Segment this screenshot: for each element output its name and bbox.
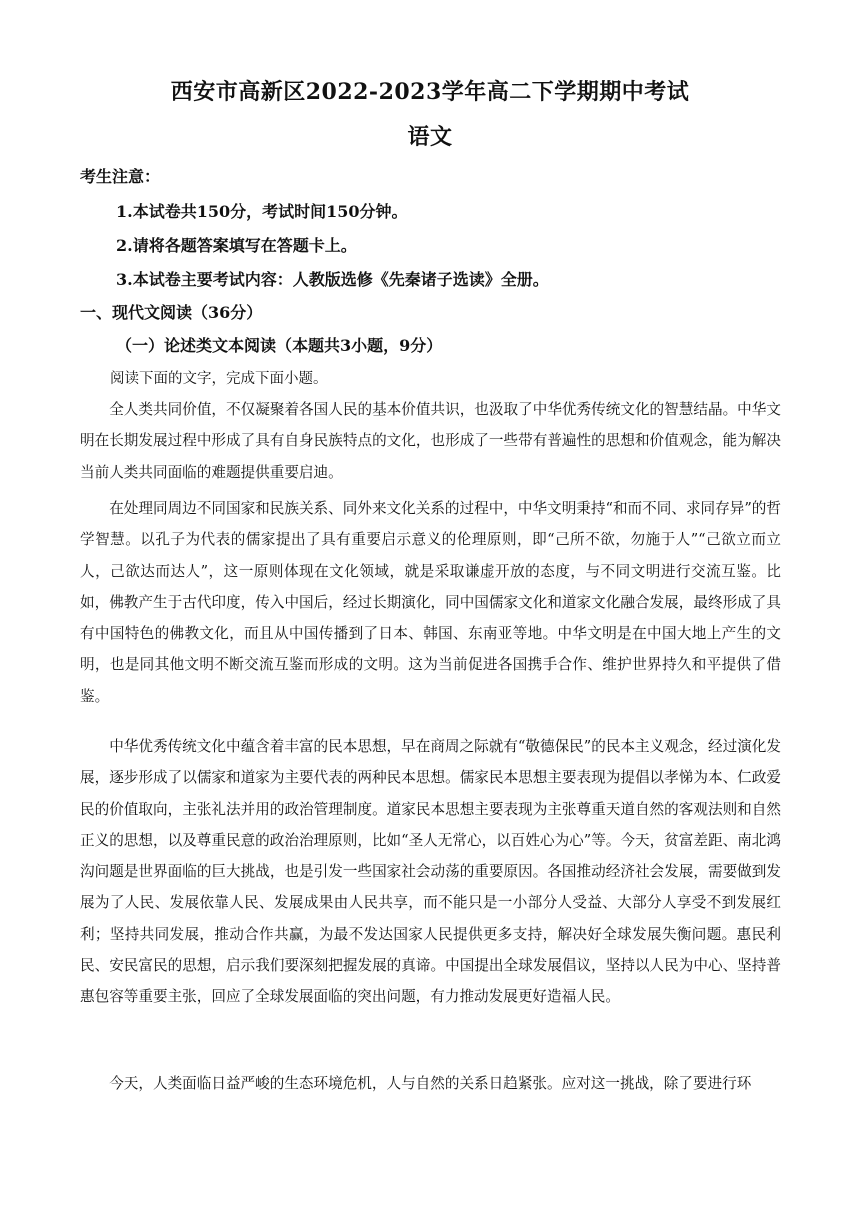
subsection-heading: （一）论述类文本阅读（本题共3小题，9分） [116, 336, 443, 355]
notice-heading: 考生注意： [80, 167, 161, 186]
reading-instruction: 阅读下面的文字，完成下面小题。 [110, 371, 328, 387]
notice-item: 3.本试卷主要考试内容：人教版选修《先秦诸子选读》全册。 [116, 270, 549, 289]
subject-title: 语文 [407, 124, 453, 150]
notice-item: 1.本试卷共150分，考试时间150分钟。 [116, 202, 408, 221]
passage-paragraph: 今天，人类面临日益严峻的生态环境危机，人与自然的关系日趋紧张。应对这一挑战，除了要进行环 [109, 1075, 752, 1092]
exam-title: 西安市高新区2022-2023学年高二下学期期中考试 [170, 79, 690, 105]
passage-paragraph: 全人类共同价值，不仅凝聚着各国人民的基本价值共识，也汲取了中华优秀传统文化的智慧结晶。中华文明在长期发展过程中形成了具有自身民族特点的文化，也形成了一些带有普遍性的思想和价值观念，能为解决当前人类共同面临的难题提供重要启迪。 [80, 401, 781, 481]
section-heading: 一、现代文阅读（36分） [80, 303, 263, 322]
notice-item: 2.请将各题答案填写在答题卡上。 [116, 236, 357, 255]
passage-paragraph: 在处理同周边不同国家和民族关系、同外来文化关系的过程中，中华文明秉持“和而不同、求同存异”的哲学智慧。以孔子为代表的儒家提出了具有重要启示意义的伦理原则，即“己所不欲，勿施于人”“己欲立而立人，己欲达而达人”，这一原则体现在文化领域，就是采取谦虚开放的态度，与不同文明进行交流互鉴。比如，佛教产生于古代印度，传入中国后，经过长期演化，同中国儒家文化和道家文化融合发展，最终形成了具有中国特色的佛教文化，而且从中国传播到了日本、韩国、东南亚等地。中华文明是在中国大地上产生的文明，也是同其他文明不断交流互鉴而形成的文明。这为当前促进各国携手合作、维护世界持久和平提供了借鉴。 [80, 500, 781, 705]
passage-paragraph: 中华优秀传统文化中蕴含着丰富的民本思想，早在商周之际就有“敬德保民”的民本主义观念，经过演化发展，逐步形成了以儒家和道家为主要代表的两种民本思想。儒家民本思想主要表现为提倡以孝悌为本、仁政爱民的价值取向，主张礼法并用的政治管理制度。道家民本思想主要表现为主张尊重天道自然的客观法则和自然正义的思想，以及尊重民意的政治治理原则，比如“圣人无常心，以百姓心为心”等。今天，贫富差距、南北鸿沟问题是世界面临的巨大挑战，也是引发一些国家社会动荡的重要原因。各国推动经济社会发展，需要做到发展为了人民、发展依靠人民、发展成果由人民共享，而不能只是一小部分人受益、大部分人享受不到发展红利；坚持共同发展，推动合作共赢，为最不发达国家人民提供更多支持，解决好全球发展失衡问题。惠民利民、安民富民的思想，启示我们要深刻把握发展的真谛。中国提出全球发展倡议，坚持以人民为中心、坚持普惠包容等重要主张，回应了全球发展面临的突出问题，有力推动发展更好造福人民。 [80, 738, 781, 1006]
